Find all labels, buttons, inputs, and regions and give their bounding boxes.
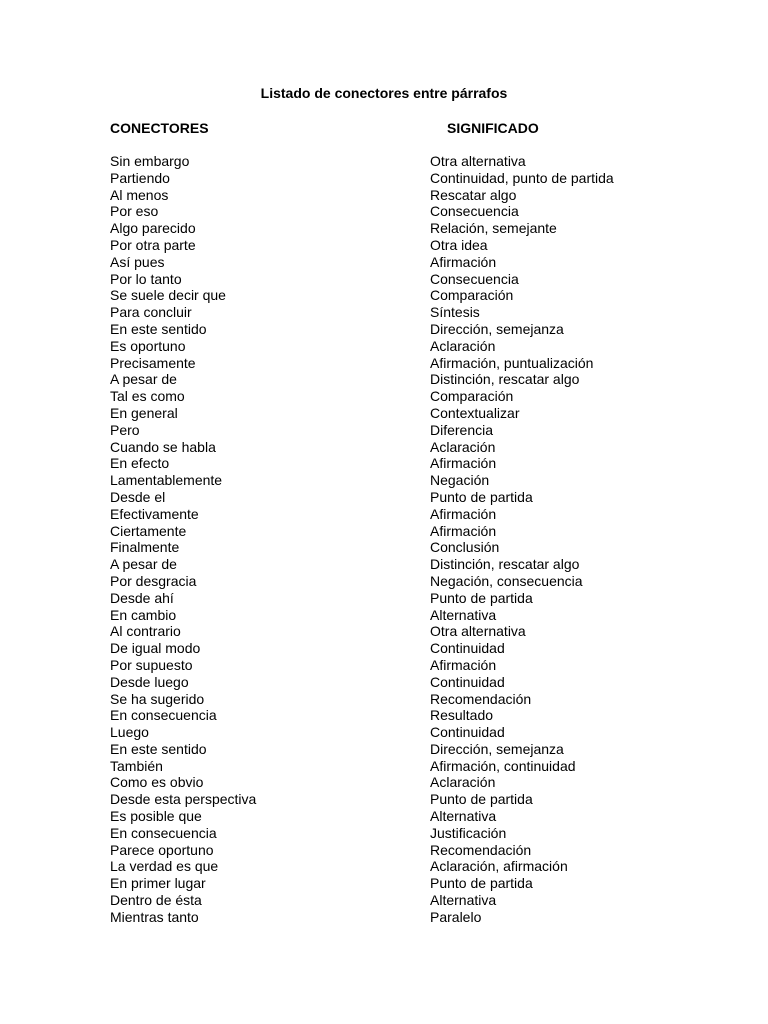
connector-cell: Por desgracia [110,572,197,589]
table-row [110,439,670,456]
table-row [110,674,670,691]
table-row [110,338,670,355]
connector-cell: Precisamente [110,354,196,371]
meaning-cell: Punto de partida [430,875,533,892]
table-row [110,187,670,204]
table-row [110,892,670,909]
connector-cell: Desde luego [110,673,189,690]
table-row [110,388,670,405]
table-row [110,858,670,875]
table-row [110,321,670,338]
table-row [110,607,670,624]
meaning-cell: Distinción, rescatar algo [430,371,580,388]
table-row [110,271,670,288]
meaning-cell: Continuidad [430,673,505,690]
connector-cell: Desde ahí [110,589,174,606]
connectors-column-header: CONECTORES [110,120,209,136]
table-row [110,691,670,708]
connector-cell: Mientras tanto [110,908,199,925]
connector-cell: A pesar de [110,556,177,573]
meaning-cell: Afirmación [430,253,497,270]
table-row [110,287,670,304]
connector-cell: Sin embargo [110,153,190,169]
connector-cell: Por lo tanto [110,270,182,287]
table-row [110,304,670,321]
meaning-cell: Afirmación [430,522,497,539]
table-row [110,523,670,540]
meaning-cell: Contextualizar [430,404,520,421]
connector-cell: Al contrario [110,623,181,640]
meaning-cell: Punto de partida [430,589,533,606]
meaning-cell: Aclaración [430,774,496,791]
connector-cell: En este sentido [110,740,207,757]
connector-cell: Dentro de ésta [110,892,202,909]
connector-cell: Cuando se habla [110,438,216,455]
meaning-cell: Paralelo [430,908,482,925]
meaning-cell: Aclaración, afirmación [430,858,568,875]
connector-cell: Pero [110,421,140,438]
connector-cell: En general [110,404,178,421]
table-row [110,422,670,439]
connector-cell: Por otra parte [110,236,196,253]
meaning-cell: Diferencia [430,421,494,438]
meaning-cell: Síntesis [430,304,480,321]
connector-cell: Desde el [110,488,166,505]
connector-cell: Al menos [110,186,169,203]
connectors-table [110,153,670,926]
meaning-cell: Otra idea [430,236,488,253]
connector-cell: En efecto [110,455,170,472]
table-row [110,791,670,808]
table-row [110,724,670,741]
meaning-cell: Otra alternativa [430,623,526,640]
table-row [110,590,670,607]
meaning-cell: Alternativa [430,606,497,623]
meaning-cell: Rescatar algo [430,186,517,203]
table-row [110,774,670,791]
connector-cell: Para concluir [110,304,192,321]
table-row [110,506,670,523]
table-row [110,657,670,674]
meaning-cell: Resultado [430,707,494,724]
meaning-cell: Conclusión [430,539,500,556]
connector-cell: Así pues [110,253,165,270]
table-row [110,741,670,758]
meaning-cell: Afirmación, puntualización [430,354,594,371]
table-row [110,556,670,573]
meaning-cell: Negación [430,472,490,489]
connector-cell: Efectivamente [110,505,199,522]
meaning-column-header: SIGNIFICADO [447,120,539,136]
table-row [110,707,670,724]
connector-cell: Se suele decir que [110,287,226,304]
connector-cell: En consecuencia [110,707,217,724]
meaning-cell: Recomendación [430,841,532,858]
connector-cell: La verdad es que [110,858,219,875]
connector-cell: Por supuesto [110,656,193,673]
meaning-cell: Aclaración [430,438,496,455]
table-row [110,220,670,237]
meaning-cell: Afirmación, continuidad [430,757,576,774]
table-row [110,170,670,187]
connector-cell: En este sentido [110,320,207,337]
table-row [110,237,670,254]
table-row [110,808,670,825]
table-row [110,623,670,640]
meaning-cell: Relación, semejante [430,220,557,237]
table-row [110,640,670,657]
connector-cell: También [110,757,163,774]
connector-cell: Parece oportuno [110,841,214,858]
meaning-cell: Otra alternativa [430,153,526,169]
table-row [110,875,670,892]
table-row [110,573,670,590]
meaning-cell: Consecuencia [430,270,519,287]
meaning-cell: Punto de partida [430,488,533,505]
connector-cell: Se ha sugerido [110,690,205,707]
meaning-cell: Continuidad, punto de partida [430,169,614,186]
meaning-cell: Alternativa [430,892,497,909]
meaning-cell: Continuidad [430,640,505,657]
meaning-cell: Afirmación [430,656,497,673]
table-row [110,539,670,556]
connector-cell: Lamentablemente [110,472,223,489]
table-row [110,758,670,775]
connector-cell: Por eso [110,203,159,220]
meaning-cell: Recomendación [430,690,532,707]
meaning-cell: Distinción, rescatar algo [430,556,580,573]
table-row [110,909,670,926]
connector-cell: Luego [110,724,149,741]
connector-cell: Algo parecido [110,220,196,237]
connector-cell: Es posible que [110,808,202,825]
meaning-cell: Dirección, semejanza [430,740,564,757]
meaning-cell: Justificación [430,824,507,841]
table-row [110,153,670,170]
table-row [110,254,670,271]
table-row [110,472,670,489]
meaning-cell: Comparación [430,287,514,304]
meaning-cell: Punto de partida [430,791,533,808]
table-row [110,203,670,220]
meaning-cell: Negación, consecuencia [430,572,583,589]
connector-cell: Ciertamente [110,522,187,539]
connector-cell: Desde esta perspectiva [110,791,257,808]
connector-cell: En primer lugar [110,875,206,892]
table-row [110,842,670,859]
meaning-cell: Consecuencia [430,203,519,220]
meaning-cell: Comparación [430,388,514,405]
meaning-cell: Aclaración [430,337,496,354]
connector-cell: Es oportuno [110,337,186,354]
connector-cell: Como es obvio [110,774,204,791]
connector-cell: Tal es como [110,388,185,405]
meaning-cell: Dirección, semejanza [430,320,564,337]
table-row [110,355,670,372]
meaning-cell: Alternativa [430,808,497,825]
table-row [110,825,670,842]
meaning-cell: Continuidad [430,724,505,741]
meaning-cell: Afirmación [430,455,497,472]
document-title: Listado de conectores entre párrafos [260,85,508,101]
table-row [110,455,670,472]
connector-cell: En consecuencia [110,824,217,841]
connector-cell: En cambio [110,606,177,623]
table-row [110,489,670,506]
connector-cell: Finalmente [110,539,180,556]
connector-cell: De igual modo [110,640,201,657]
meaning-cell: Afirmación [430,505,497,522]
table-row [110,371,670,388]
connector-cell: Partiendo [110,169,170,186]
connector-cell: A pesar de [110,371,177,388]
table-row [110,405,670,422]
